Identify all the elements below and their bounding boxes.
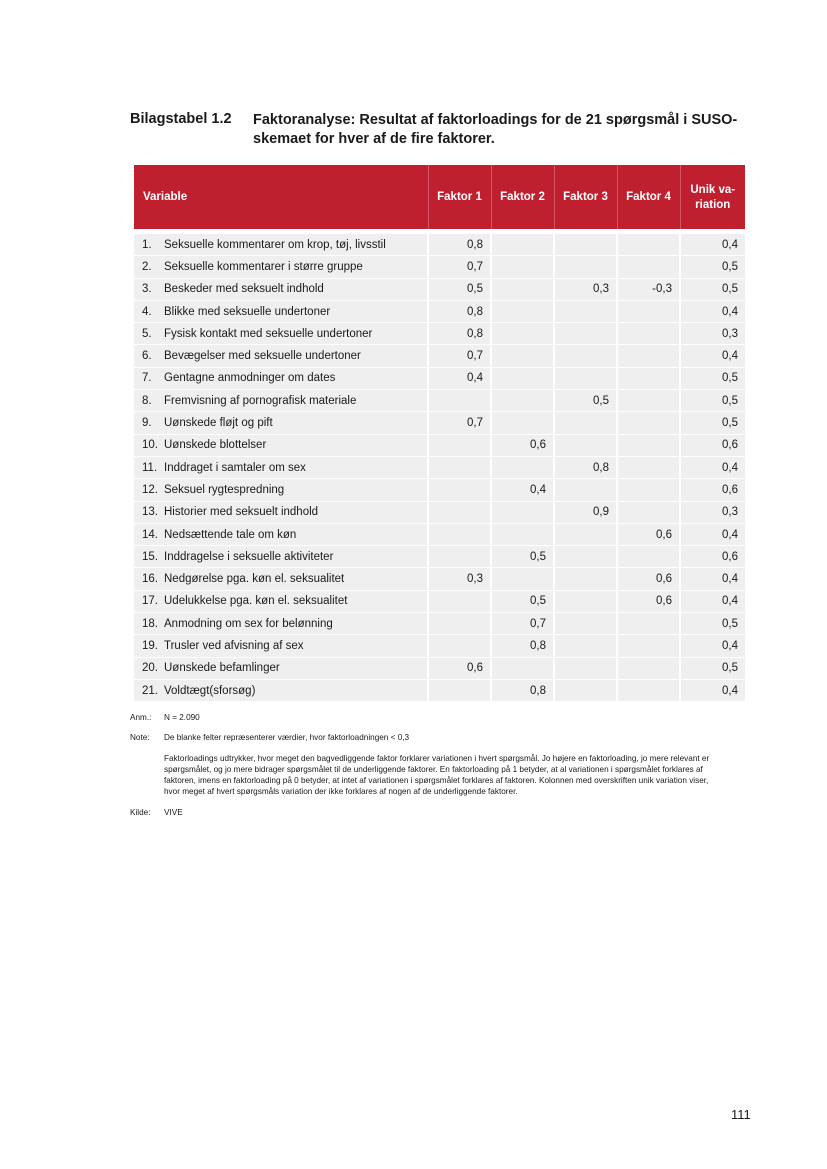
faktor-4-cell: 0,6 [617,523,680,545]
faktor-3-cell [554,523,617,545]
unik-variation-cell: 0,5 [680,613,745,635]
unik-variation-cell: 0,5 [680,657,745,679]
row-label: Gentagne anmodninger om dates [164,372,336,385]
faktor-3-cell [554,590,617,612]
row-label: Historier med seksuelt indhold [164,506,319,519]
faktor-1-cell: 0,3 [428,568,491,590]
faktor-2-cell [491,278,554,300]
faktor-1-cell [428,635,491,657]
variable-cell [134,256,428,278]
variable-cell [134,546,428,568]
faktor-2-cell: 0,5 [491,546,554,568]
row-label: Inddraget i samtaler om sex [164,461,306,474]
faktor-3-cell [554,323,617,345]
unik-variation-cell: 0,6 [680,546,745,568]
faktor-2-cell [491,456,554,478]
unik-variation-cell: 0,4 [680,523,745,545]
faktor-2-cell: 0,8 [491,635,554,657]
faktor-2-cell [491,323,554,345]
table-row [134,568,745,590]
faktor-4-cell [617,613,680,635]
row-number: 10. [142,439,158,452]
faktor-4-cell [617,434,680,456]
faktor-2-cell [491,501,554,523]
faktor-1-cell: 0,8 [428,300,491,322]
row-label: Nedgørelse pga. køn el. seksualitet [164,573,345,586]
faktor-4-cell [617,390,680,412]
table-row [134,635,745,657]
row-label: Nedsættende tale om køn [164,528,297,541]
faktor-3-cell [554,300,617,322]
faktor-4-cell [617,679,680,701]
table-row [134,657,745,679]
table-row [134,367,745,389]
caption-title: Faktoranalyse: Resultat af faktorloadings for de 21 spørgsmål i SUSO-skemaet for hver af de fire faktorer. [253,112,738,147]
row-label: Fremvisning af pornografisk materiale [164,394,357,407]
row-number: 19. [142,639,158,652]
faktor-4-cell [617,501,680,523]
table-row [134,679,745,701]
unik-variation-cell: 0,6 [680,434,745,456]
table-row [134,390,745,412]
row-number: 18. [142,617,158,630]
variable-cell [134,390,428,412]
faktor-3-cell [554,367,617,389]
faktor-2-cell [491,232,554,256]
faktor-2-cell [491,300,554,322]
unik-variation-cell: 0,5 [680,367,745,389]
row-label: Uønskede fløjt og pift [164,417,273,430]
faktor-3-cell [554,679,617,701]
row-number: 13. [142,506,158,519]
faktor-1-cell: 0,8 [428,323,491,345]
row-label: Blikke med seksuelle undertoner [164,305,331,318]
unik-variation-cell: 0,3 [680,501,745,523]
kilde-row [130,807,710,818]
table-row [134,323,745,345]
table-row [134,345,745,367]
faktor-1-cell [428,590,491,612]
variable-cell [134,568,428,590]
faktor-4-cell: 0,6 [617,568,680,590]
unik-variation-cell: 0,4 [680,345,745,367]
faktor-4-cell [617,300,680,322]
row-number: 20. [142,662,158,675]
faktor-2-cell: 0,4 [491,479,554,501]
row-number: 3. [142,283,152,296]
row-number: 21. [142,684,158,697]
table-row [134,501,745,523]
row-number: 1. [142,238,152,251]
table-row [134,256,745,278]
variable-cell [134,412,428,434]
unik-variation-cell: 0,4 [680,300,745,322]
faktor-3-cell [554,479,617,501]
row-label: Seksuelle kommentarer om krop, tøj, livsstil [164,238,386,251]
header-unik-variation: Unik va-riation [680,165,745,232]
faktor-2-cell: 0,6 [491,434,554,456]
faktor-3-cell: 0,8 [554,456,617,478]
kilde-label: Kilde: [130,807,151,817]
row-number: 11. [142,461,158,474]
variable-cell [134,523,428,545]
faktor-2-cell [491,367,554,389]
faktor-3-cell [554,568,617,590]
row-label: Beskeder med seksuelt indhold [164,283,324,296]
faktor-2-cell [491,568,554,590]
faktor-4-cell: 0,6 [617,590,680,612]
unik-variation-cell: 0,4 [680,232,745,256]
row-label: Trusler ved afvisning af sex [164,639,304,652]
variable-cell [134,479,428,501]
table-row [134,590,745,612]
variable-cell [134,323,428,345]
faktor-1-cell: 0,6 [428,657,491,679]
faktor-3-cell [554,546,617,568]
variable-cell [134,501,428,523]
unik-variation-cell: 0,5 [680,412,745,434]
row-label: Voldtægt(sforsøg) [164,684,256,697]
faktor-2-cell [491,390,554,412]
row-number: 2. [142,260,152,273]
faktor-4-cell [617,323,680,345]
row-number: 7. [142,372,152,385]
unik-variation-cell: 0,5 [680,256,745,278]
faktor-1-cell: 0,7 [428,256,491,278]
unik-variation-cell: 0,4 [680,635,745,657]
faktor-4-cell: -0,3 [617,278,680,300]
row-number: 8. [142,394,152,407]
faktor-3-cell [554,232,617,256]
row-number: 9. [142,417,152,430]
variable-cell [134,613,428,635]
faktor-1-cell: 0,5 [428,278,491,300]
row-number: 6. [142,350,152,363]
row-number: 12. [142,483,158,496]
variable-cell [134,590,428,612]
unik-variation-cell: 0,3 [680,323,745,345]
anm-label: Anm.: [130,713,152,722]
faktor-2-cell: 0,8 [491,679,554,701]
row-label: Seksuelle kommentarer i større gruppe [164,260,363,273]
faktor-1-cell: 0,4 [428,367,491,389]
faktor-4-cell [617,635,680,657]
faktor-3-cell [554,345,617,367]
unik-variation-cell: 0,4 [680,590,745,612]
faktor-3-cell [554,635,617,657]
faktor-1-cell [428,479,491,501]
faktor-1-cell [428,546,491,568]
variable-cell [134,456,428,478]
header-faktor-2: Faktor 2 [491,165,554,232]
row-label: Anmodning om sex for belønning [164,617,333,630]
faktor-2-cell [491,523,554,545]
row-label: Fysisk kontakt med seksuelle undertoner [164,327,373,340]
faktor-3-cell: 0,3 [554,278,617,300]
table-row [134,300,745,322]
table-header-row [134,165,745,232]
header-faktor-1: Faktor 1 [428,165,491,232]
faktor-3-cell [554,412,617,434]
variable-cell [134,345,428,367]
table-row [134,412,745,434]
table-row [134,434,745,456]
variable-cell [134,657,428,679]
note-row [130,732,710,743]
faktor-3-cell: 0,9 [554,501,617,523]
faktor-4-cell [617,232,680,256]
faktor-2-cell [491,412,554,434]
faktor-1-cell [428,456,491,478]
faktor-4-cell [617,256,680,278]
note-text: De blanke felter repræsenterer værdier, hvor faktorloadningen < 0,3 [164,733,410,743]
row-label: Inddragelse i seksuelle aktiviteter [164,550,334,563]
variable-cell [134,278,428,300]
unik-variation-cell: 0,6 [680,479,745,501]
faktor-2-cell [491,657,554,679]
row-label: Seksuel rygtespredning [164,483,285,496]
faktor-3-cell: 0,5 [554,390,617,412]
faktor-3-cell [554,657,617,679]
header-faktor-4: Faktor 4 [617,165,680,232]
faktor-1-cell [428,390,491,412]
table-row [134,523,745,545]
table-row [134,546,745,568]
factor-loadings-table [134,165,745,702]
row-label: Bevægelser med seksuelle undertoner [164,350,361,363]
variable-cell [134,635,428,657]
faktor-4-cell [617,546,680,568]
faktor-4-cell [617,479,680,501]
header-variable: Variable [134,165,428,232]
faktor-3-cell [554,256,617,278]
table-row [134,278,745,300]
faktor-2-cell: 0,7 [491,613,554,635]
kilde-text: VIVE [164,807,183,817]
faktor-2-cell [491,345,554,367]
row-number: 14. [142,528,158,541]
faktor-2-cell: 0,5 [491,590,554,612]
note-paragraph: Faktorloadings udtrykker, hvor meget den bagvedliggende faktor forklarer variationen i hvert spørgsmål. Jo højere en faktorloading, jo mere relevant er spørgsmålet, og jo mere bidrager spørgsmålet til de underliggende faktorer. En faktorloading på 1 betyder, at al variationen i spørgsmålet forklares af faktoren, imens en faktorloading på 0 betyder, at intet af variationen i spørgsmålet forklares af faktoren. Kolonnen med overskriften unik variation viser, hvor meget af hvert spørgsmåls variation der ikke forklares af nogen af de underliggende faktorer. [164,753,710,797]
row-number: 17. [142,595,158,608]
faktor-2-cell [491,256,554,278]
row-number: 5. [142,327,152,340]
faktor-4-cell [617,412,680,434]
page-number: 111 [731,1107,751,1122]
faktor-4-cell [617,367,680,389]
variable-cell [134,232,428,256]
table-row [134,456,745,478]
faktor-1-cell: 0,7 [428,345,491,367]
faktor-3-cell [554,434,617,456]
faktor-1-cell [428,501,491,523]
unik-variation-cell: 0,5 [680,390,745,412]
row-number: 15. [142,550,158,563]
faktor-3-cell [554,613,617,635]
faktor-1-cell: 0,8 [428,232,491,256]
variable-cell [134,300,428,322]
row-label: Uønskede blottelser [164,439,267,452]
faktor-4-cell [617,657,680,679]
header-faktor-3: Faktor 3 [554,165,617,232]
row-label: Uønskede befamlinger [164,662,280,675]
row-label: Udelukkelse pga. køn el. seksualitet [164,595,348,608]
faktor-1-cell: 0,7 [428,412,491,434]
unik-variation-cell: 0,5 [680,278,745,300]
table-row [134,613,745,635]
faktor-1-cell [428,523,491,545]
table-row [134,232,745,256]
table-row [134,479,745,501]
unik-variation-cell: 0,4 [680,679,745,701]
unik-variation-cell: 0,4 [680,568,745,590]
table-notes [130,712,710,827]
unik-variation-cell: 0,4 [680,456,745,478]
faktor-1-cell [428,679,491,701]
row-number: 4. [142,305,152,318]
variable-cell [134,434,428,456]
faktor-1-cell [428,434,491,456]
caption-label: Bilagstabel 1.2 [130,111,232,127]
note-label: Note: [130,733,150,743]
variable-cell [134,679,428,701]
table-body [134,232,745,702]
anm-text: N = 2.090 [164,713,200,722]
faktor-1-cell [428,613,491,635]
faktor-4-cell [617,345,680,367]
variable-cell [134,367,428,389]
anm-row [130,712,710,723]
row-number: 16. [142,573,158,586]
faktor-4-cell [617,456,680,478]
